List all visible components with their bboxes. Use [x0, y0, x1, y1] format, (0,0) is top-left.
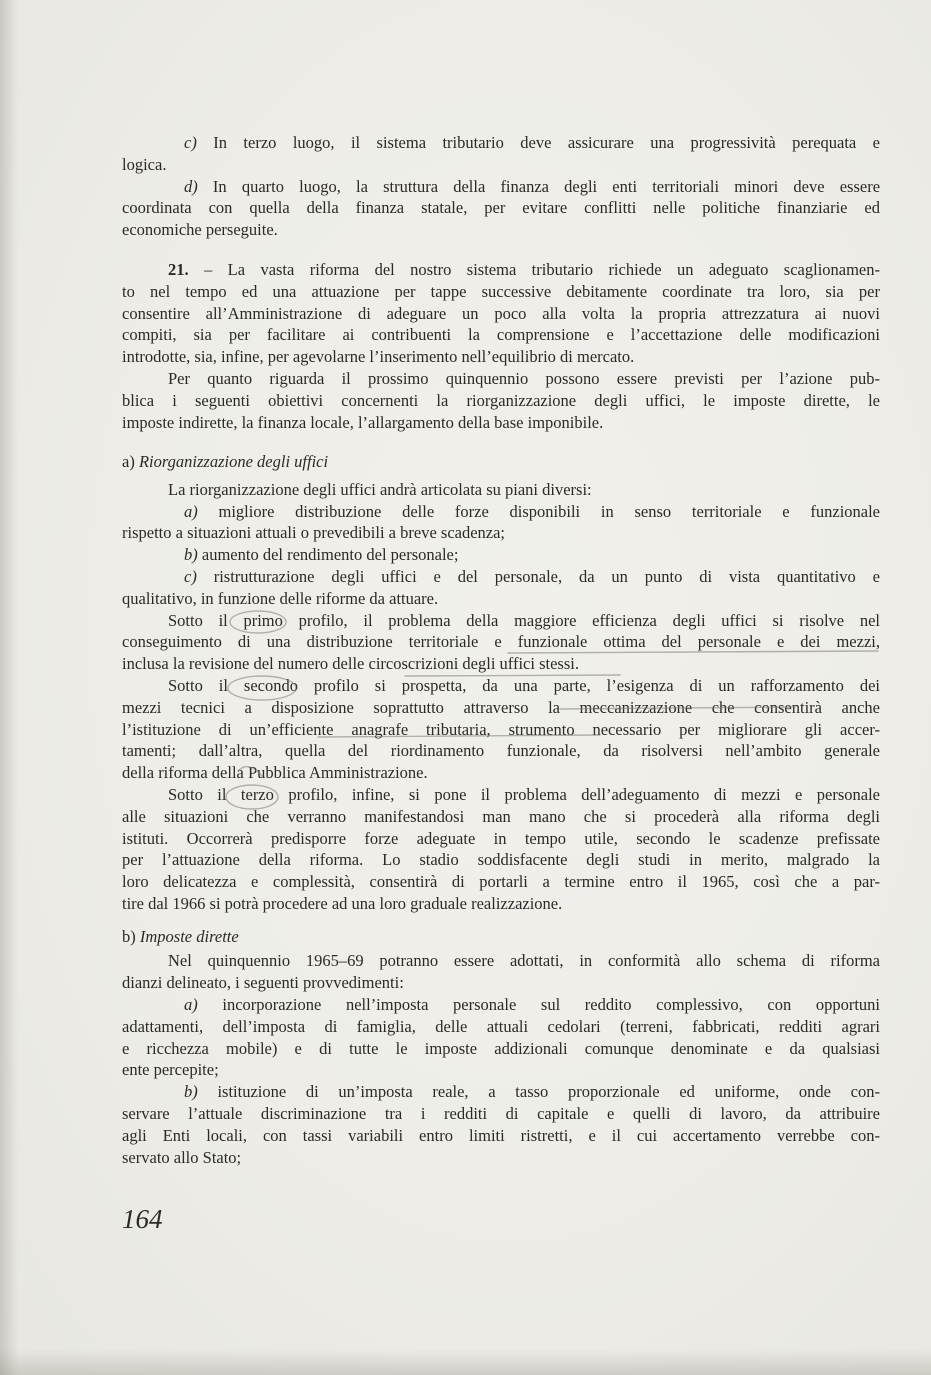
line-text: Nel quinquennio 1965–69 potranno essere adottati, in conformità allo schema di riforma — [168, 951, 880, 971]
heading-title: Imposte dirette — [139, 926, 239, 946]
paragraph — [122, 368, 880, 433]
text-line — [122, 390, 880, 412]
text-line — [122, 784, 880, 806]
item-marker: c) — [184, 133, 197, 152]
line-text: dianzi delineato, i seguenti provvedimenti: — [122, 973, 404, 993]
text-line — [122, 281, 880, 303]
paragraph — [122, 994, 880, 1081]
line-text: aumento del rendimento del personale; — [201, 545, 459, 565]
page-number: 164 — [122, 1204, 163, 1234]
line-text: loro delicatezza e complessità, consentirà di portarli a termine entro il 1965, così che a par- — [122, 872, 880, 892]
paragraph — [122, 566, 880, 610]
paragraph — [122, 675, 880, 784]
line-text: l’istituzione di un’efficiente anagrafe tributaria, strumento necessario per migliorare gli accer- — [122, 719, 880, 739]
paragraph — [122, 950, 880, 994]
text-line — [122, 719, 880, 741]
text-line — [122, 740, 880, 762]
text-line — [122, 762, 880, 784]
paragraph — [122, 1081, 880, 1168]
line-text: incorporazione nell’imposta personale sul reddito complessivo, con opportuni — [222, 995, 880, 1015]
line-text: introdotte, sia, infine, per agevolarne l’inserimento nell’equilibrio di mercato. — [122, 347, 635, 367]
item-marker: b) — [184, 1082, 198, 1102]
line-text: blica i seguenti obiettivi concernenti la riorganizzazione degli uffici, le imposte dirette, le — [122, 390, 880, 410]
section-number: 21. — [168, 259, 189, 279]
text-line — [122, 849, 880, 871]
line-text: economiche perseguite. — [122, 220, 278, 240]
line-text: agli Enti locali, con tassi variabili entro limiti ristretti, e il cui accertamento verrebbe con- — [122, 1125, 880, 1145]
text-line — [122, 501, 880, 523]
text-line — [122, 1038, 880, 1060]
line-text: In terzo luogo, il sistema tributario deve assicurare una progressività perequata e — [213, 133, 880, 152]
line-text: – La vasta riforma del nostro sistema tributario richiede un adeguato scaglionamen- — [204, 259, 880, 279]
line-text: migliore distribuzione delle forze disponibili in senso territoriale e funzionale — [218, 501, 881, 521]
text-body — [122, 132, 880, 1168]
line-text: qualitativo, in funzione delle riforme da attuare. — [122, 588, 439, 608]
paragraph — [122, 784, 880, 915]
line-text: istituti. Occorrerà predisporre forze adeguate in tempo utile, secondo le scadenze prefissate — [122, 828, 880, 848]
line-text: mezzi tecnici a disposizione soprattutto attraverso la meccanizzazione che consentirà anche — [122, 697, 880, 717]
line-text: alle situazioni che verranno manifestandosi man mano che si procederà alla riforma degli — [122, 806, 880, 826]
text-line — [122, 1147, 880, 1169]
line-text: imposte indirette, la finanza locale, l’allargamento della base imponibile. — [122, 412, 604, 432]
text-line — [122, 1016, 880, 1038]
text-line — [122, 219, 880, 241]
text-line — [122, 697, 880, 719]
heading-title: Riorganizzazione degli uffici — [138, 451, 329, 471]
text-line — [122, 994, 880, 1016]
paragraph — [122, 544, 880, 566]
line-text: e ricchezza mobile) e di tutte le imposte addizionali comunque denominate e da qualsiasi — [122, 1038, 880, 1058]
text-line — [122, 522, 880, 544]
text-line — [122, 303, 880, 325]
text-line — [122, 479, 880, 501]
line-text: consentire all’Amministrazione di adeguare un poco alla volta la propria attrezzatura ai nuovi — [122, 303, 880, 323]
text-line — [122, 346, 880, 368]
line-text: coordinata con quella della finanza statale, per evitare conflitti nelle politiche finanziarie ed — [122, 198, 880, 218]
text-line — [122, 972, 880, 994]
line-text: inclusa la revisione del numero delle circoscrizioni degli uffici stessi. — [122, 654, 579, 674]
item-marker: d) — [184, 176, 198, 196]
line-text: compiti, sia per facilitare ai contribuenti la comprensione e l’accettazione delle modificazioni — [122, 325, 880, 345]
line-text: istituzione di un’imposta reale, a tasso proporzionale ed uniforme, onde con- — [217, 1082, 880, 1102]
text-line — [122, 544, 880, 566]
heading-marker: b) — [122, 926, 136, 946]
section-heading — [122, 451, 880, 473]
text-line — [122, 1059, 880, 1081]
text-line — [122, 675, 880, 697]
text-line — [122, 806, 880, 828]
line-text: servato allo Stato; — [122, 1147, 242, 1167]
text-line — [122, 197, 880, 219]
line-text: ente percepite; — [122, 1060, 219, 1080]
text-line — [122, 566, 880, 588]
text-line — [122, 1125, 880, 1147]
text-line — [122, 871, 880, 893]
text-line — [122, 950, 880, 972]
text-line — [122, 631, 880, 653]
text-line — [122, 412, 880, 434]
text-line — [122, 324, 880, 346]
paragraph — [122, 501, 880, 545]
paragraph — [122, 132, 880, 176]
item-marker: a) — [184, 995, 198, 1015]
text-line — [122, 259, 880, 281]
text-line — [122, 828, 880, 850]
item-marker: c) — [184, 566, 197, 586]
item-marker: b) — [184, 545, 198, 565]
text-line — [122, 154, 880, 176]
text-line — [122, 893, 880, 915]
line-text: Per quanto riguarda il prossimo quinquennio possono essere previsti per l’azione pub- — [168, 368, 880, 388]
paragraph — [122, 479, 880, 501]
item-marker: a) — [184, 501, 198, 521]
text-line — [122, 176, 880, 198]
text-line — [122, 653, 880, 675]
paragraph — [122, 259, 880, 368]
text-line — [122, 1081, 880, 1103]
line-text: ristrutturazione degli uffici e del personale, da un punto di vista quantitativo e — [213, 566, 880, 586]
line-text: Sotto il terzo profilo, infine, si pone il problema dell’adeguamento di mezzi e personale — [168, 784, 880, 804]
paragraph — [122, 176, 880, 241]
line-text: rispetto a situazioni attuali o prevedibili a breve scadenza; — [122, 523, 506, 543]
line-text: tire dal 1966 si potrà procedere ad una loro graduale realizzazione. — [122, 893, 563, 913]
text-line — [122, 610, 880, 632]
text-line — [122, 1103, 880, 1125]
line-text: per l’attuazione della riforma. Lo stadio soddisfacente degli studi in merito, malgrado la — [122, 850, 880, 870]
heading-marker: a) — [122, 451, 135, 471]
section-heading — [122, 926, 880, 948]
line-text: adattamenti, dell’imposta di famiglia, delle attuali cedolari (terreni, fabbricati, redditi agrari — [122, 1016, 880, 1036]
line-text: La riorganizzazione degli uffici andrà articolata su piani diversi: — [168, 479, 592, 499]
line-text: Sotto il primo profilo, il problema della maggiore efficienza degli uffici si risolve nel — [168, 610, 880, 630]
line-text: In quarto luogo, la struttura della finanza degli enti territoriali minori deve essere — [212, 176, 881, 196]
text-line — [122, 588, 880, 610]
text-line — [122, 368, 880, 390]
text-line — [122, 132, 880, 154]
line-text: servare l’attuale discriminazione tra i redditi di capitale e quelli di lavoro, da attribuire — [122, 1104, 880, 1124]
line-text: della riforma della Pubblica Amministrazione. — [122, 763, 428, 783]
line-text: Sotto il secondo profilo si prospetta, da una parte, l’esigenza di un rafforzamento dei — [168, 675, 880, 695]
paragraph — [122, 610, 880, 675]
line-text: to nel tempo ed una attuazione per tappe successive debitamente coordinate tra loro, sia per — [122, 281, 880, 301]
line-text: conseguimento di una distribuzione territoriale e funzionale ottima del personale e dei mezzi, — [122, 632, 880, 652]
line-text: tamenti; dall’altra, quella del riordinamento funzionale, da risolversi nell’ambito generale — [122, 741, 880, 761]
line-text: logica. — [122, 154, 167, 174]
